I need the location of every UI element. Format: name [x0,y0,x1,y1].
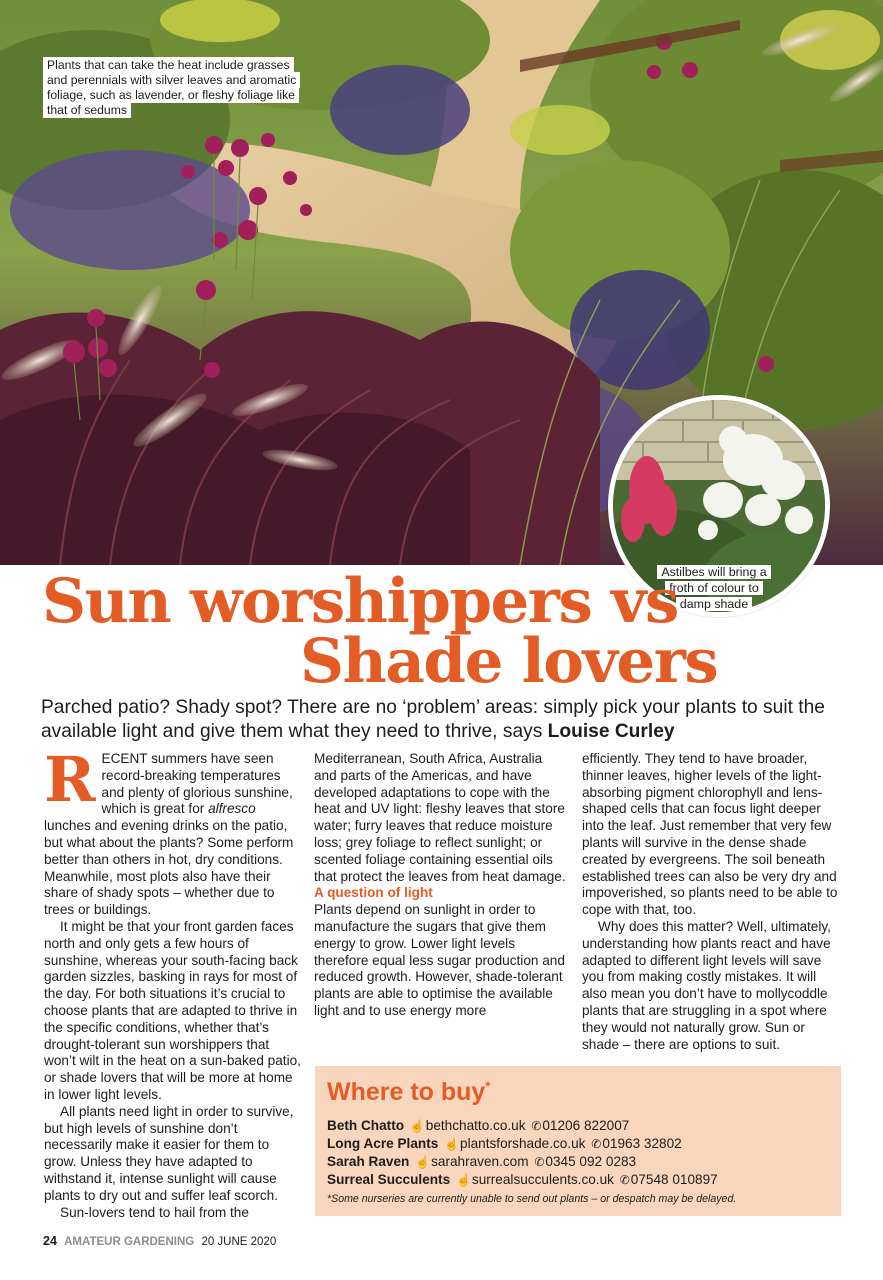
photo-caption: Plants that can take the heat include grasses and perennials with silver leaves and aromatic foliage, such as lavender, or fleshy foliage like that of sedums [43,58,311,118]
where-to-buy-title: Where to buy* [327,1078,491,1106]
paragraph: Sun-lovers tend to hail from the [60,1204,249,1220]
italic-term: alfresco [208,801,256,817]
drop-cap: R [44,743,96,816]
where-to-buy-box [315,1066,841,1216]
supplier-phone: 07548 010897 [630,1172,718,1187]
phone-icon: ✆ [531,1119,542,1133]
paragraph: All plants need light in order to survive, but high levels of sunshine don’t necessarily make it easier for them to grow. Unless they have adapted to withstand it, intense sunlight will cause plants to dry out and suffer leaf scorch. [44,1103,294,1203]
supplier-name: Surreal Succulents [327,1172,451,1187]
web-link-icon: ☝ [455,1173,471,1187]
page-number: 24 [43,1234,57,1248]
body-column-2 [314,751,568,1020]
supplier-phone: 01206 822007 [542,1118,630,1133]
phone-icon: ✆ [619,1173,630,1187]
inset-caption: Astilbes will bring a froth of colour to damp shade [654,564,774,612]
body-column-3 [582,751,844,1053]
supplier-row [327,1171,829,1189]
web-link-icon: ☝ [409,1119,425,1133]
supplier-row [327,1153,829,1171]
paragraph: It might be that your front garden faces north and only gets a few hours of sunshine, whereas your south-facing back garden sizzles, basking in rays for most of the day. For both situations it’s crucial to choose plants that are adapted to thrive in the specific conditions, whether that’s drought-tolerant sun worshippers that won’t wilt in the heat on a sun-baked patio, or shade lovers that will be more at home in lower light levels. [44,918,301,1102]
web-link-icon: ☝ [444,1137,460,1151]
title-line-2: Shade lovers [300,626,718,697]
supplier-website[interactable]: surrealsucculents.co.uk [471,1172,614,1187]
paragraph: Plants depend on sunlight in order to manufacture the sugars that give them energy to grow. Lower light levels therefore equal less sugar production and reduced growth. However, shade-tolerant plants are able to optimise the available light and to use energy more [314,902,565,1018]
supplier-name: Sarah Raven [327,1154,410,1169]
supplier-phone: 01963 32802 [602,1136,682,1151]
title-line-1: Sun worshippers vs [42,566,678,637]
standfirst-text: Parched patio? Shady spot? There are no ‘problem’ areas: simply pick your plants to suit the available light and give them what they need to thrive, says [41,697,825,742]
phone-icon: ✆ [591,1137,602,1151]
supplier-website[interactable]: bethchatto.co.uk [425,1118,526,1133]
supplier-row [327,1135,829,1153]
subheading: A question of light [314,885,433,901]
intro-paragraph: RECENT summers have seen record-breaking temperatures and plenty of glorious sunshine, which is great for alfresco lunches and evening drinks on the patio, but what about the plants? Some perform better than others in hot, dry conditions. Meanwhile, most plots also have their share of shady spots – whether due to trees or buildings. [44,743,294,918]
availability-note: *Some nurseries are currently unable to send out plants – or despatch may be delayed. [327,1193,737,1205]
supplier-website[interactable]: sarahraven.com [431,1154,529,1169]
author-byline: Louise Curley [547,721,675,742]
magazine-name: AMATEUR GARDENING [64,1236,195,1248]
paragraph: efficiently. They tend to have broader, thinner leaves, higher levels of the light-absorbing pigment chlorophyll and lens-shaped cells that can focus light deeper into the leaf. Just remember that very few plants will survive in the dense shade created by evergreens. The soil beneath established trees can also be very dry and impoverished, so plants need to be able to cope with that, too. [582,751,838,918]
issue-date: 20 JUNE 2020 [201,1236,277,1248]
page-title [38,566,798,697]
supplier-row [327,1117,829,1135]
supplier-name: Beth Chatto [327,1118,405,1133]
standfirst [41,696,841,744]
paragraph: Why does this matter? Well, ultimately, understanding how plants react and have adapted to different light levels will save you from making costly mistakes. It will also mean you don’t have to mollycoddle plants that are struggling in a spot where they would not naturally grow. Sun or shade – there are options to suit. [582,918,831,1052]
phone-icon: ✆ [534,1155,545,1169]
page-footer [43,1234,276,1248]
body-column-1 [44,743,302,1221]
supplier-phone: 0345 092 0283 [545,1154,637,1169]
supplier-name: Long Acre Plants [327,1136,439,1151]
web-link-icon: ☝ [415,1155,431,1169]
paragraph: Mediterranean, South Africa, Australia and parts of the Americas, and have developed adaptations to cope with the heat and UV light: fleshy leaves that store water; furry leaves that reduce moisture loss; grey foliage to reflect sunlight; or scented foliage containing essential oils that protect the leaves from heat damage. [314,751,566,884]
supplier-website[interactable]: plantsforshade.co.uk [460,1136,586,1151]
